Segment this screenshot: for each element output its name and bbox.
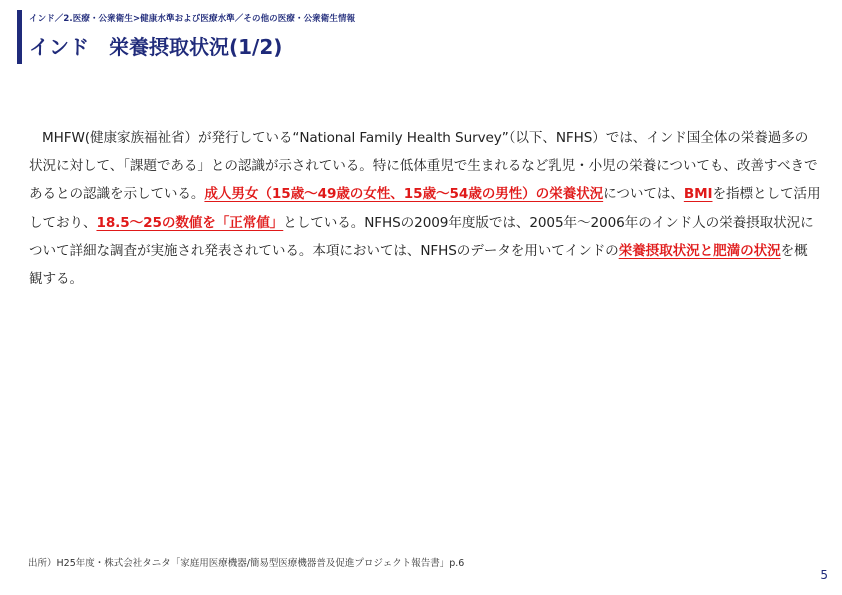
title-accent-bar [17,10,22,64]
source-note: 出所）H25年度・株式会社タニタ「家庭用医療機器/簡易型医療機器普及促進プロジェクト報告書」p.6 [28,558,465,569]
highlight-normal-range: 18.5～25の数値を「正常値」 [96,214,284,231]
highlight-nutrition-obesity: 栄養摂取状況と肥満の状況 [618,242,781,259]
body-text-segment-3: を指標として活用しており、 [29,186,821,231]
page-title-main: インド [29,35,89,59]
body-text-segment-1: MHFW(健康家族福祉省）が発行している“National Family Health Survey”（以下、NFHS）では、インド国全体の栄養過多の状況に対して、「課題である」との認識が示されている。特に低体重児で生まれるなど乳児・小児の栄養についても、改善すべきであるとの認識を示している。 [29,130,818,203]
highlight-adult-nutrition: 成人男女（15歳～49歳の女性、15歳～54歳の男性）の栄養状況 [204,186,604,203]
body-text-segment-5: を概観する。 [29,242,808,288]
page-title [29,33,282,61]
body-text-segment-2: については、 [603,186,684,203]
highlight-bmi: BMI [683,186,713,203]
body-text-segment-4: としている。NFHSの2009年度版では、2005年～2006年のインド人の栄養摂取状況について詳細な調査が実施され発表されている。本項においては、NFHSのデータを用いてインドの [29,214,814,259]
page-number: 5 [820,568,828,582]
breadcrumb: インド／2.医療・公衆衛生>健康水準および医療水準／その他の医療・公衆衛生情報 [29,14,356,24]
page-title-sub: 栄養摂取状況(1/2) [109,35,283,59]
body-paragraph [29,124,821,293]
